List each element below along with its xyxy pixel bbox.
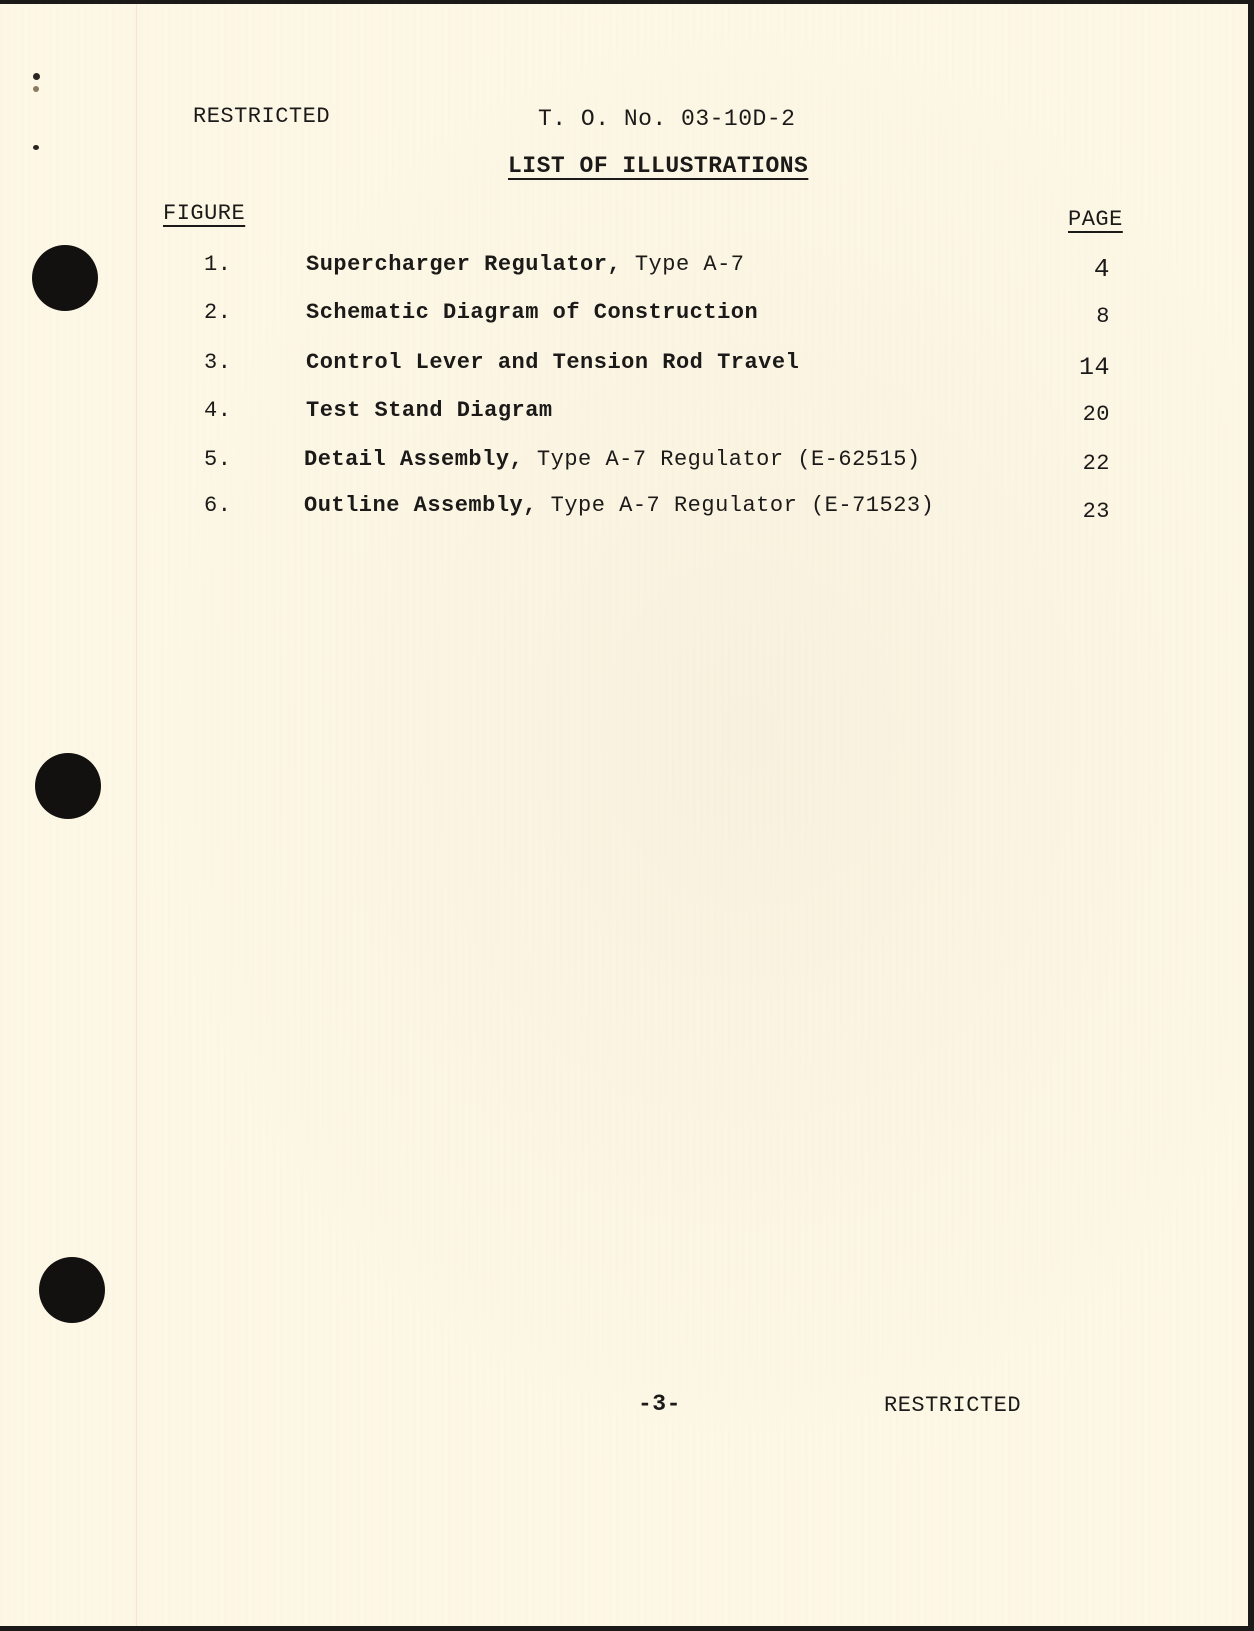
page-title: LIST OF ILLUSTRATIONS	[508, 153, 809, 179]
figure-number: 4.	[204, 398, 232, 423]
page-number: 14	[1078, 353, 1110, 382]
figure-number: 2.	[204, 300, 232, 325]
figure-title-rest: Type A-7 Regulator (E-62515)	[523, 447, 921, 472]
figure-title-bold: Outline Assembly,	[304, 493, 537, 518]
ink-speck	[33, 73, 40, 80]
punch-hole-bottom	[39, 1257, 105, 1323]
document-page	[0, 4, 1248, 1626]
figure-title	[306, 352, 799, 374]
column-header-figure: FIGURE	[163, 201, 246, 226]
figure-title	[304, 495, 934, 517]
figure-number: 3.	[204, 350, 232, 375]
page-number: 4	[1093, 254, 1110, 284]
ink-speck	[33, 145, 39, 150]
figure-title-bold: Test Stand Diagram	[306, 398, 553, 423]
figure-title	[306, 400, 553, 422]
figure-title	[306, 254, 744, 276]
page-number: 20	[1082, 402, 1110, 427]
figure-title	[304, 449, 921, 471]
column-header-page: PAGE	[1068, 207, 1123, 232]
figure-title	[306, 302, 758, 324]
classification-header: RESTRICTED	[193, 104, 331, 129]
figure-title-rest: Type A-7 Regulator (E-71523)	[536, 493, 935, 518]
page-number: 23	[1082, 499, 1110, 524]
footer-page-number: -3-	[638, 1391, 681, 1417]
figure-title-bold: Schematic Diagram of Construction	[306, 300, 759, 325]
document-number: T. O. No. 03-10D-2	[538, 106, 796, 132]
margin-line	[136, 4, 137, 1626]
figure-title-bold: Control Lever and Tension Rod Travel	[306, 350, 800, 375]
page-number: 22	[1082, 451, 1110, 476]
figure-title-bold: Supercharger Regulator,	[306, 252, 622, 277]
figure-title-rest: Type A-7	[621, 252, 745, 277]
ink-speck	[33, 86, 39, 92]
punch-hole-middle	[35, 753, 101, 819]
figure-number: 5.	[204, 447, 232, 472]
figure-number: 1.	[204, 252, 232, 277]
figure-title-bold: Detail Assembly,	[304, 447, 524, 472]
punch-hole-top	[32, 245, 98, 311]
figure-number: 6.	[204, 493, 232, 518]
classification-footer: RESTRICTED	[884, 1393, 1022, 1418]
page-number: 8	[1096, 304, 1110, 329]
